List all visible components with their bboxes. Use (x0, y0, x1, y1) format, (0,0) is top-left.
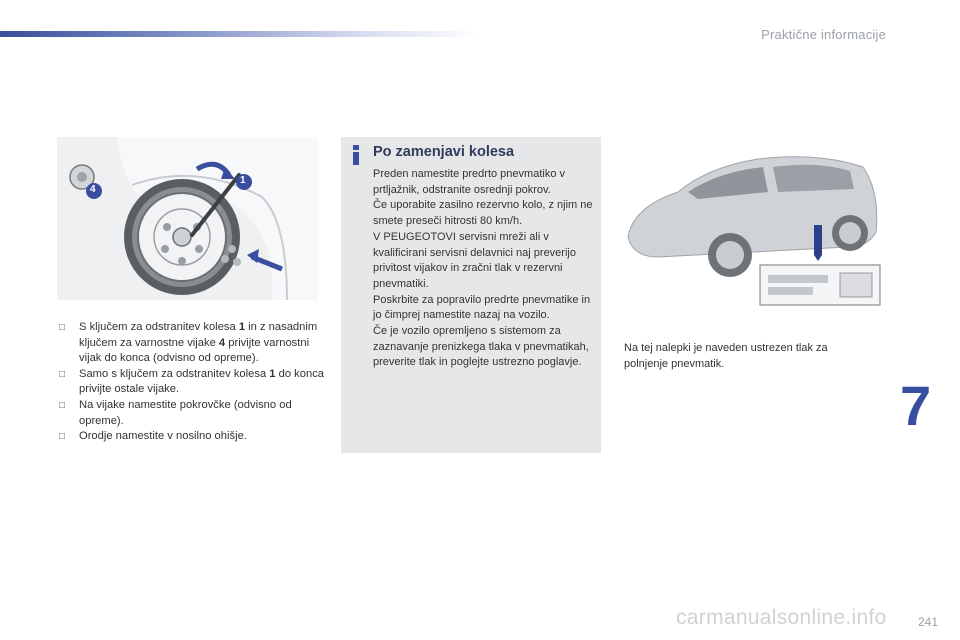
section-title: Praktične informacije (761, 27, 886, 42)
info-paragraph: Poskrbite za popravilo predrte pnevmatike in jo čimprej namestite nazaj na vozilo. (373, 293, 591, 322)
step-item: □ S ključem za odstranitev kolesa 1 in z nasadnim ključem za varnostne vijake 4 privijte varnostni vijak do konca (odvisno od opreme). (59, 321, 318, 365)
info-box (341, 137, 601, 453)
info-paragraph: V PEUGEOTOVI servisni mreži ali v kvalificirani servisni delavnici naj preverijo privitost vijakov in zračni tlak v rezervni pnevmatiki. (373, 230, 576, 290)
checkbox-bullet-icon: □ (59, 431, 66, 443)
figure-label-4: 4 (90, 184, 96, 195)
step-item: □ Na vijake namestite pokrovčke (odvisno od opreme). (59, 398, 292, 427)
chapter-number: 7 (900, 374, 932, 437)
info-box-text (373, 167, 597, 371)
info-paragraph: Če uporabite zasilno rezervno kolo, z njim ne smete preseči hitrosti 80 km/h. (373, 199, 593, 228)
wheel-removal-illustration (57, 137, 318, 300)
info-paragraph: Če je vozilo opremljeno s sistemom za zaznavanje prenizkega tlaka v pnevmatikah, preverite tlak in poglejte ustrezno poglavje. (373, 325, 589, 369)
step-item: □ Orodje namestite v nosilno ohišje. (57, 429, 325, 445)
watermark: carmanualsonline.info (676, 606, 887, 629)
header-gradient-bar (0, 31, 480, 37)
info-icon (352, 145, 360, 165)
info-box-title: Po zamenjavi kolesa (373, 144, 515, 160)
instruction-steps (57, 320, 325, 445)
car-tyre-label-illustration (618, 137, 883, 309)
checkbox-bullet-icon: □ (59, 368, 66, 380)
tyre-label-caption: Na tej nalepki je naveden ustrezen tlak za polnjenje pnevmatik. (624, 342, 828, 370)
checkbox-bullet-icon: □ (59, 322, 66, 333)
step-item: □ Samo s ključem za odstranitev kolesa 1 do konca privijte ostale vijake. (59, 367, 325, 396)
page-number: 241 (917, 615, 938, 629)
checkbox-bullet-icon: □ (59, 399, 66, 411)
figure-label-1: 1 (240, 175, 246, 186)
info-paragraph: Preden namestite predrto pnevmatiko v prtljažnik, odstranite osrednji pokrov. (373, 168, 565, 196)
